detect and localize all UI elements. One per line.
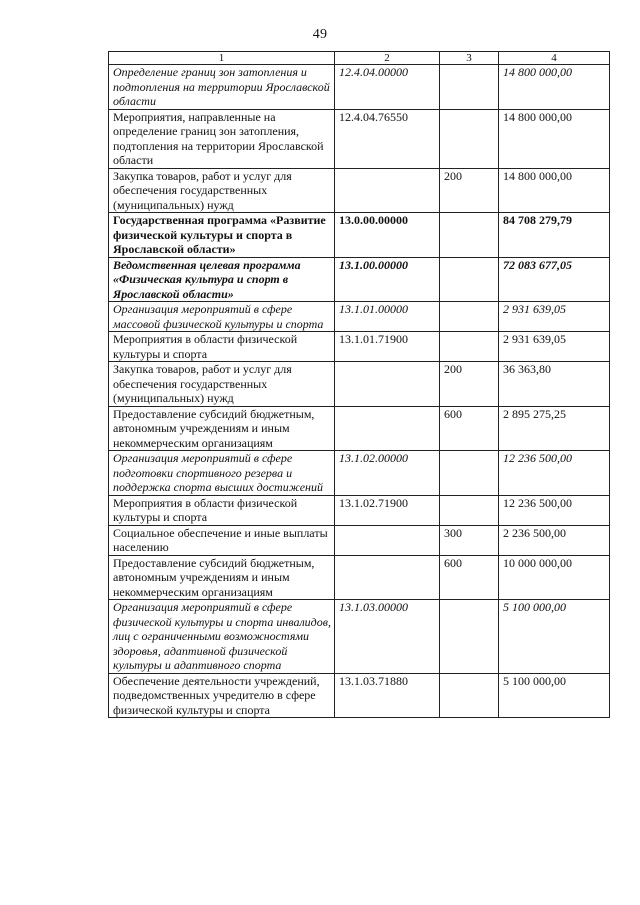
table-row bbox=[109, 451, 610, 496]
row-code-cell: 13.1.02.00000 bbox=[335, 451, 440, 496]
row-amount-cell: 10 000 000,00 bbox=[499, 555, 610, 600]
table-row bbox=[109, 600, 610, 674]
table-row bbox=[109, 673, 610, 718]
table-body bbox=[109, 65, 610, 718]
row-type-cell bbox=[440, 332, 499, 362]
row-name-cell: Мероприятия, направленные на определение границ зон затопления, подтопления на территории Ярославской области bbox=[109, 109, 335, 168]
row-name-cell: Организация мероприятий в сфере физической культуры и спорта инвалидов, лиц с ограниченными возможностями здоровья, адаптивной физической культуры и адаптивного спорта bbox=[109, 600, 335, 674]
row-name-cell: Предоставление субсидий бюджетным, автономным учреждениям и иным некоммерческим организациям bbox=[109, 555, 335, 600]
row-code-cell: 13.1.03.00000 bbox=[335, 600, 440, 674]
header-row bbox=[109, 52, 610, 65]
row-name-cell: Социальное обеспечение и иные выплаты населению bbox=[109, 525, 335, 555]
row-code-cell: 13.1.02.71900 bbox=[335, 495, 440, 525]
row-amount-cell: 12 236 500,00 bbox=[499, 451, 610, 496]
row-name-cell: Закупка товаров, работ и услуг для обеспечения государственных (муниципальных) нужд bbox=[109, 362, 335, 407]
row-name-cell: Обеспечение деятельности учреждений, подведомственных учредителю в сфере физической культуры и спорта bbox=[109, 673, 335, 718]
table-header bbox=[109, 52, 610, 65]
row-code-cell: 12.4.04.00000 bbox=[335, 65, 440, 110]
row-code-cell: 13.1.01.00000 bbox=[335, 302, 440, 332]
row-amount-cell: 12 236 500,00 bbox=[499, 495, 610, 525]
row-amount-cell: 14 800 000,00 bbox=[499, 65, 610, 110]
table-row bbox=[109, 406, 610, 451]
row-amount-cell: 2 895 275,25 bbox=[499, 406, 610, 451]
table-row bbox=[109, 213, 610, 258]
row-type-cell bbox=[440, 495, 499, 525]
row-type-cell: 200 bbox=[440, 362, 499, 407]
table-row bbox=[109, 362, 610, 407]
row-amount-cell: 14 800 000,00 bbox=[499, 109, 610, 168]
row-code-cell: 13.1.01.71900 bbox=[335, 332, 440, 362]
row-amount-cell: 5 100 000,00 bbox=[499, 673, 610, 718]
row-code-cell bbox=[335, 406, 440, 451]
row-code-cell bbox=[335, 555, 440, 600]
table-row bbox=[109, 168, 610, 213]
row-name-cell: Закупка товаров, работ и услуг для обеспечения государственных (муниципальных) нужд bbox=[109, 168, 335, 213]
table-row bbox=[109, 555, 610, 600]
row-type-cell bbox=[440, 302, 499, 332]
row-name-cell: Мероприятия в области физической культуры и спорта bbox=[109, 495, 335, 525]
row-name-cell: Ведомственная целевая программа «Физическая культура и спорт в Ярославской области» bbox=[109, 257, 335, 302]
table-row bbox=[109, 302, 610, 332]
row-name-cell: Организация мероприятий в сфере массовой физической культуры и спорта bbox=[109, 302, 335, 332]
header-col-1: 1 bbox=[109, 52, 335, 65]
row-name-cell: Государственная программа «Развитие физической культуры и спорта в Ярославской области» bbox=[109, 213, 335, 258]
row-type-cell: 600 bbox=[440, 555, 499, 600]
row-amount-cell: 2 236 500,00 bbox=[499, 525, 610, 555]
row-type-cell: 300 bbox=[440, 525, 499, 555]
header-col-2: 2 bbox=[335, 52, 440, 65]
row-type-cell bbox=[440, 673, 499, 718]
row-code-cell bbox=[335, 362, 440, 407]
row-amount-cell: 14 800 000,00 bbox=[499, 168, 610, 213]
row-amount-cell: 2 931 639,05 bbox=[499, 302, 610, 332]
row-type-cell: 200 bbox=[440, 168, 499, 213]
row-amount-cell: 84 708 279,79 bbox=[499, 213, 610, 258]
header-col-4: 4 bbox=[499, 52, 610, 65]
row-type-cell bbox=[440, 451, 499, 496]
row-code-cell: 12.4.04.76550 bbox=[335, 109, 440, 168]
row-type-cell: 600 bbox=[440, 406, 499, 451]
table-row bbox=[109, 332, 610, 362]
row-amount-cell: 36 363,80 bbox=[499, 362, 610, 407]
row-type-cell bbox=[440, 213, 499, 258]
row-type-cell bbox=[440, 65, 499, 110]
table-row bbox=[109, 257, 610, 302]
table-row bbox=[109, 525, 610, 555]
row-code-cell bbox=[335, 525, 440, 555]
page-number: 49 bbox=[312, 27, 328, 42]
budget-table bbox=[108, 51, 610, 718]
row-type-cell bbox=[440, 600, 499, 674]
row-name-cell: Мероприятия в области физической культуры и спорта bbox=[109, 332, 335, 362]
header-col-3: 3 bbox=[440, 52, 499, 65]
row-name-cell: Определение границ зон затопления и подтопления на территории Ярославской области bbox=[109, 65, 335, 110]
row-code-cell: 13.0.00.00000 bbox=[335, 213, 440, 258]
row-code-cell: 13.1.00.00000 bbox=[335, 257, 440, 302]
row-name-cell: Предоставление субсидий бюджетным, автономным учреждениям и иным некоммерческим организациям bbox=[109, 406, 335, 451]
table-row bbox=[109, 109, 610, 168]
row-name-cell: Организация мероприятий в сфере подготовки спортивного резерва и поддержка спорта высших достижений bbox=[109, 451, 335, 496]
table-row bbox=[109, 495, 610, 525]
row-amount-cell: 5 100 000,00 bbox=[499, 600, 610, 674]
row-type-cell bbox=[440, 257, 499, 302]
table-row bbox=[109, 65, 610, 110]
row-type-cell bbox=[440, 109, 499, 168]
row-code-cell bbox=[335, 168, 440, 213]
row-amount-cell: 72 083 677,05 bbox=[499, 257, 610, 302]
row-code-cell: 13.1.03.71880 bbox=[335, 673, 440, 718]
row-amount-cell: 2 931 639,05 bbox=[499, 332, 610, 362]
